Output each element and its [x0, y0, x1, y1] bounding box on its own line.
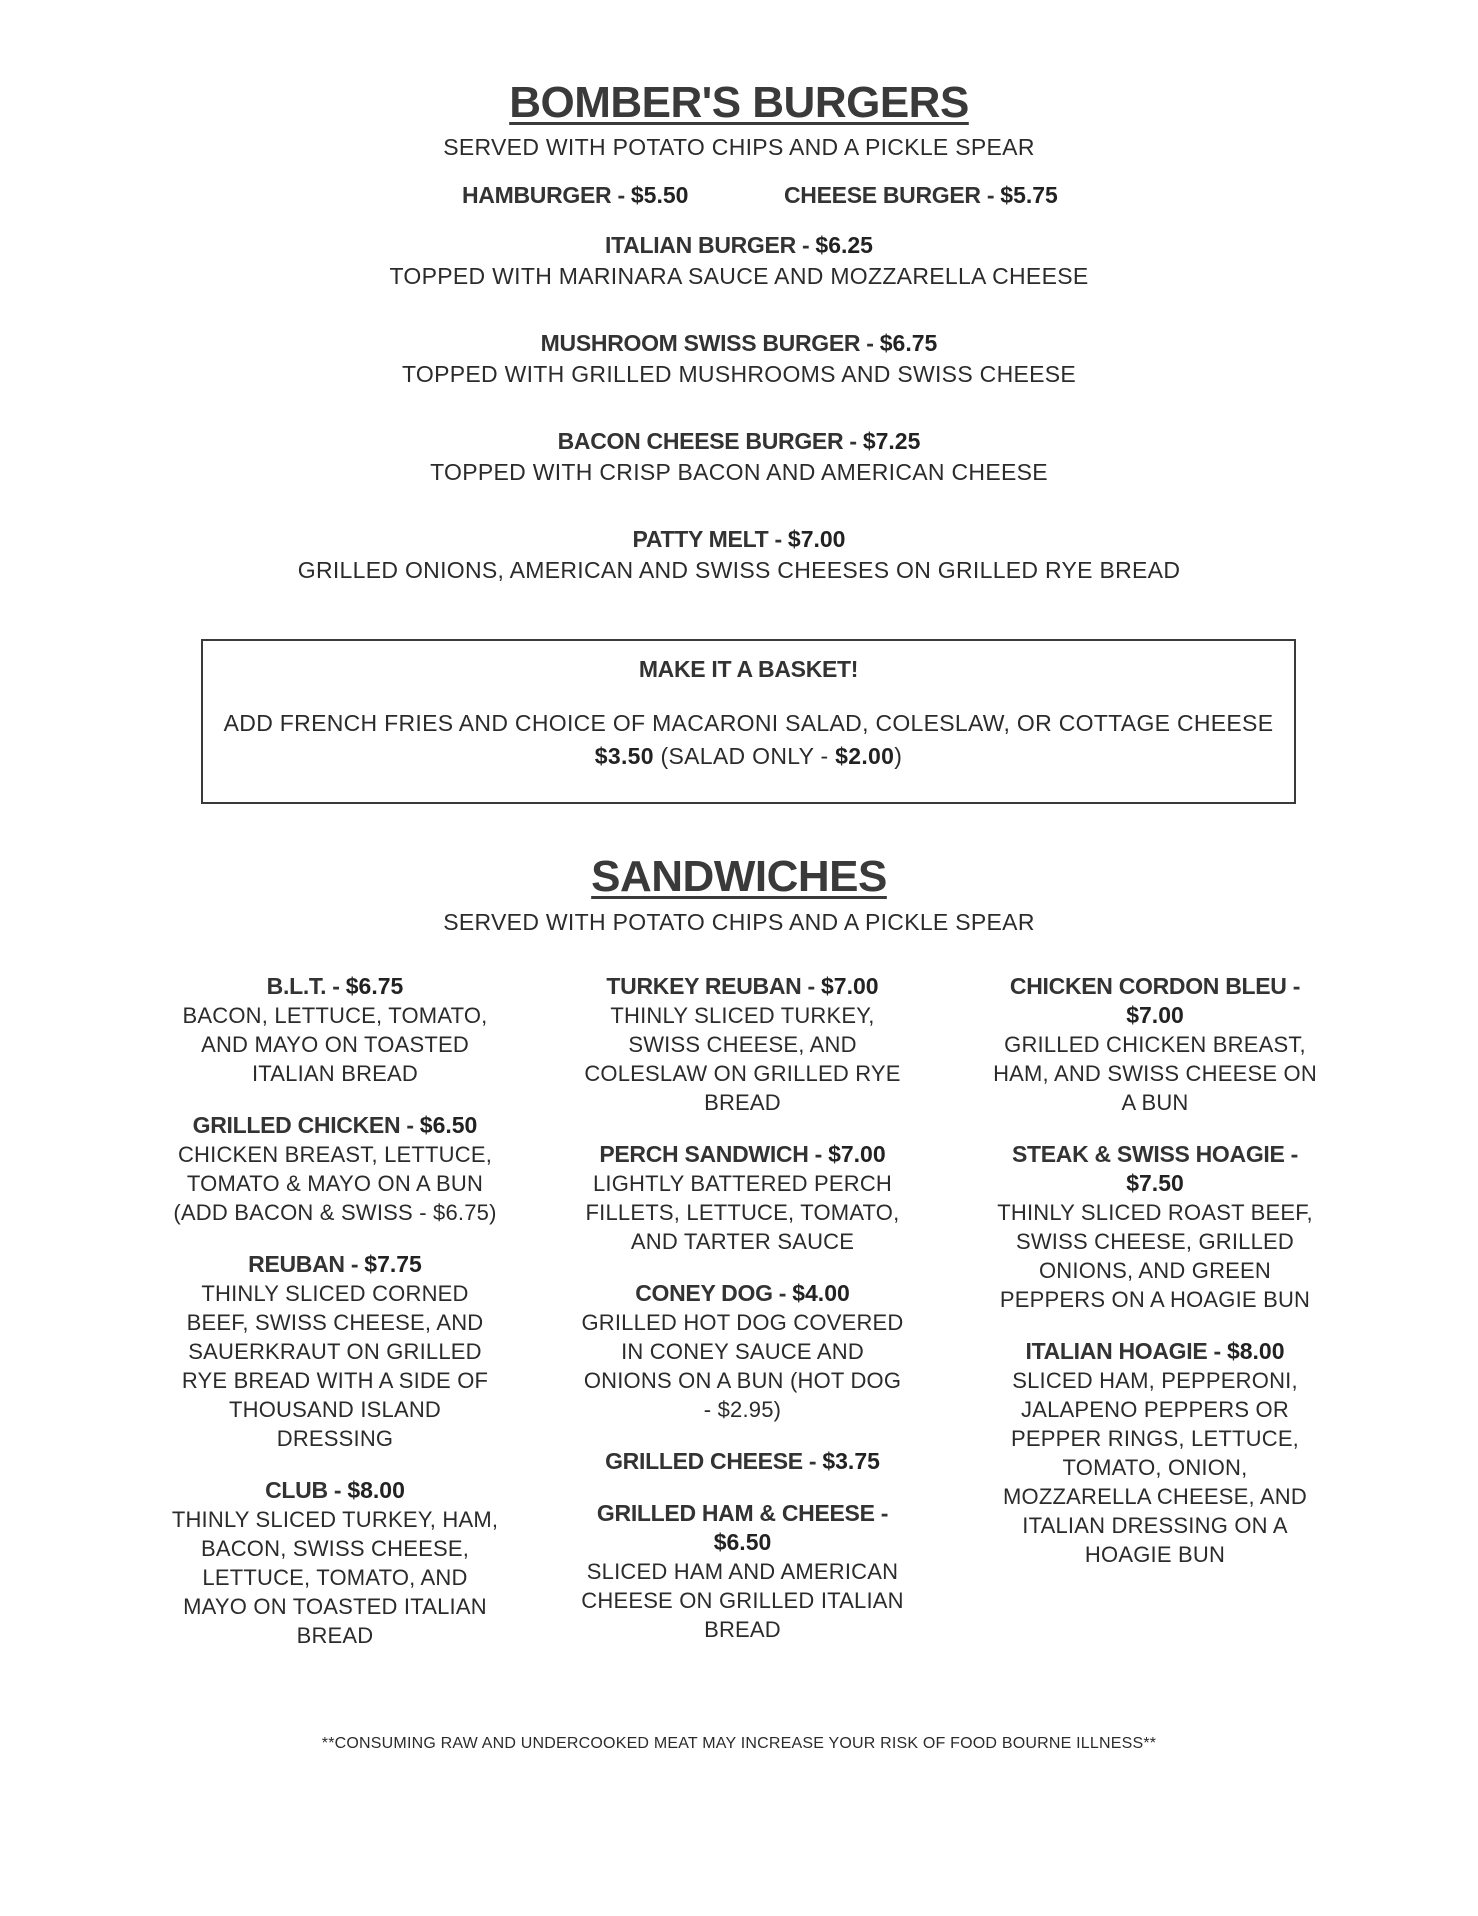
menu-item-steak-swiss-hoagie: [990, 1140, 1320, 1314]
item-description: THINLY SLICED TURKEY, SWISS CHEESE, AND COLESLAW ON GRILLED RYE BREAD: [584, 1003, 901, 1115]
menu-item-hamburger: [462, 182, 688, 209]
menu-item-perch-sandwich: [580, 1140, 905, 1256]
item-price: $7.00: [821, 973, 879, 999]
sandwich-column-2: [580, 972, 905, 1667]
item-name: HAMBURGER -: [462, 182, 631, 208]
menu-item-turkey-reuban: [580, 972, 905, 1117]
basket-salad-label: (SALAD ONLY -: [653, 743, 836, 769]
item-price: $3.75: [822, 1448, 880, 1474]
basket-salad-price: $2.00: [835, 743, 895, 769]
menu-item-mushroom-swiss-burger: [0, 330, 1478, 388]
menu-item-reuban: [170, 1250, 500, 1453]
menu-item-chicken-cordon-bleu: [990, 972, 1320, 1117]
item-price: $7.25: [862, 428, 921, 454]
item-name: CONEY DOG -: [635, 1280, 793, 1306]
item-price: $7.50: [1126, 1170, 1184, 1196]
item-price: $6.50: [419, 1112, 478, 1138]
item-price: $4.00: [792, 1280, 850, 1306]
item-description: THINLY SLICED TURKEY, HAM, BACON, SWISS CHEESE, LETTUCE, TOMATO, AND MAYO ON TOASTED ITALIAN BREAD: [171, 1507, 499, 1648]
item-name: REUBAN -: [248, 1251, 365, 1277]
item-price: $7.00: [1126, 1002, 1184, 1028]
menu-item-grilled-cheese: [580, 1447, 905, 1476]
burgers-title: BOMBER'S BURGERS: [509, 78, 969, 127]
item-price: $6.75: [879, 330, 938, 356]
item-name: TURKEY REUBAN -: [606, 973, 821, 999]
item-description: SLICED HAM, PEPPERONI, JALAPENO PEPPERS OR PEPPER RINGS, LETTUCE, TOMATO, ONION, MOZZARELLA CHEESE, AND ITALIAN DRESSING ON A HOAGIE BUN: [1003, 1368, 1307, 1567]
item-price: $7.00: [787, 526, 846, 552]
item-name: GRILLED CHEESE -: [605, 1448, 823, 1474]
item-description: LIGHTLY BATTERED PERCH FILLETS, LETTUCE, TOMATO, AND TARTER SAUCE: [585, 1171, 900, 1254]
item-price: $6.25: [815, 232, 873, 258]
item-description: TOPPED WITH MARINARA SAUCE AND MOZZARELLA CHEESE: [389, 263, 1089, 289]
menu-item-club: [170, 1476, 500, 1650]
basket-price: $3.50: [594, 743, 654, 769]
item-name: GRILLED CHICKEN -: [192, 1112, 420, 1138]
item-price: $6.75: [345, 973, 404, 999]
burgers-subtitle: SERVED WITH POTATO CHIPS AND A PICKLE SPEAR: [443, 134, 1035, 160]
sandwich-column-1: [170, 972, 500, 1673]
menu-item-grilled-ham-cheese: [580, 1499, 905, 1644]
item-name: ITALIAN BURGER -: [605, 232, 816, 258]
menu-item-bacon-cheese-burger: [0, 428, 1478, 486]
item-description: THINLY SLICED CORNED BEEF, SWISS CHEESE, AND SAUERKRAUT ON GRILLED RYE BREAD WITH A SIDE OF THOUSAND ISLAND DRESSING: [181, 1281, 489, 1451]
item-name: CHICKEN CORDON BLEU -: [1009, 973, 1301, 999]
item-name: STEAK & SWISS HOAGIE -: [1011, 1141, 1299, 1167]
item-description: SLICED HAM AND AMERICAN CHEESE ON GRILLED ITALIAN BREAD: [581, 1559, 904, 1642]
item-name: PATTY MELT -: [632, 526, 788, 552]
item-description: GRILLED CHICKEN BREAST, HAM, AND SWISS CHEESE ON A BUN: [993, 1032, 1317, 1115]
item-name: ITALIAN HOAGIE -: [1025, 1338, 1227, 1364]
item-price: $5.75: [1000, 182, 1058, 208]
menu-item-grilled-chicken: [170, 1111, 500, 1227]
item-price: $5.50: [630, 182, 689, 208]
item-name: PERCH SANDWICH -: [599, 1141, 829, 1167]
basket-title: MAKE IT A BASKET!: [638, 656, 859, 682]
basket-box: [201, 639, 1296, 804]
item-description: BACON, LETTUCE, TOMATO, AND MAYO ON TOASTED ITALIAN BREAD: [182, 1003, 488, 1086]
menu-item-coney-dog: [580, 1279, 905, 1424]
item-name: GRILLED HAM & CHEESE -: [596, 1500, 889, 1526]
sandwiches-subtitle: SERVED WITH POTATO CHIPS AND A PICKLE SPEAR: [443, 909, 1035, 935]
sandwich-column-3: [990, 972, 1320, 1592]
item-description: THINLY SLICED ROAST BEEF, SWISS CHEESE, GRILLED ONIONS, AND GREEN PEPPERS ON A HOAGIE BUN: [997, 1200, 1313, 1312]
menu-item-italian-burger: [0, 232, 1478, 290]
item-price: $8.00: [347, 1477, 405, 1503]
item-name: CHEESE BURGER -: [784, 182, 1001, 208]
item-name: CLUB -: [265, 1477, 348, 1503]
item-price: $7.75: [364, 1251, 422, 1277]
item-description: CHICKEN BREAST, LETTUCE, TOMATO & MAYO ON A BUN (ADD BACON & SWISS - $6.75): [173, 1142, 497, 1225]
menu-item-italian-hoagie: [990, 1337, 1320, 1569]
menu-item-cheese-burger: [784, 182, 1058, 209]
menu-item-blt: [170, 972, 500, 1088]
basket-close-paren: ): [894, 743, 903, 769]
item-description: GRILLED ONIONS, AMERICAN AND SWISS CHEESES ON GRILLED RYE BREAD: [297, 557, 1181, 583]
sandwiches-title: SANDWICHES: [591, 852, 887, 901]
basket-description: ADD FRENCH FRIES AND CHOICE OF MACARONI SALAD, COLESLAW, OR COTTAGE CHEESE: [223, 710, 1274, 736]
food-safety-note: **CONSUMING RAW AND UNDERCOOKED MEAT MAY INCREASE YOUR RISK OF FOOD BOURNE ILLNESS**: [321, 1735, 1157, 1752]
menu-item-patty-melt: [0, 526, 1478, 584]
item-price: $7.00: [828, 1141, 886, 1167]
item-description: TOPPED WITH GRILLED MUSHROOMS AND SWISS CHEESE: [401, 361, 1077, 387]
item-description: TOPPED WITH CRISP BACON AND AMERICAN CHEESE: [430, 459, 1048, 485]
item-name: B.L.T. -: [266, 973, 346, 999]
item-name: BACON CHEESE BURGER -: [557, 428, 863, 454]
basket-pricing: [203, 743, 1294, 770]
item-description: GRILLED HOT DOG COVERED IN CONEY SAUCE AND ONIONS ON A BUN (HOT DOG - $2.95): [581, 1310, 904, 1422]
item-price: $6.50: [713, 1529, 772, 1555]
item-price: $8.00: [1226, 1338, 1285, 1364]
item-name: MUSHROOM SWISS BURGER -: [540, 330, 880, 356]
